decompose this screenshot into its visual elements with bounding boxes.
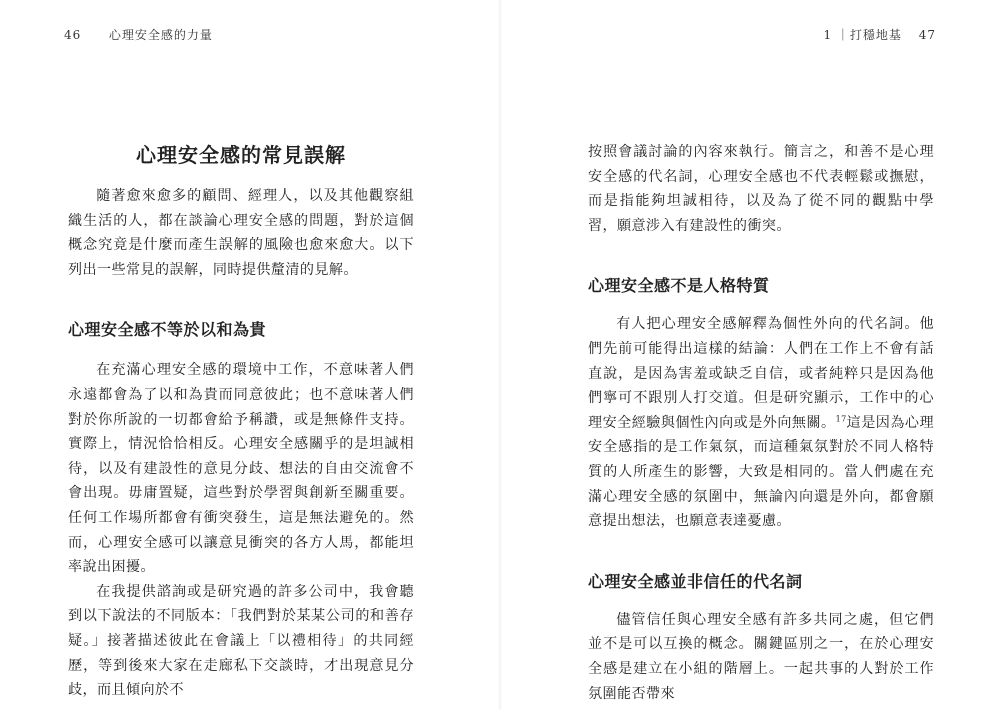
right-page-body [588,140,934,706]
right-running-header [823,26,936,43]
right-chapter-label: 1 ｜打穩地基 [823,28,902,42]
left-running-title: 心理安全感的力量 [108,28,213,42]
intro-paragraph: 隨著愈來愈多的顧問、經理人，以及其他觀察組織生活的人，都在談論心理安全感的問題，對於這個概念究竟是什麼而產生誤解的風險也愈來愈大。以下列出一些常見的誤解，同時提供釐清的見解。 [68,188,414,278]
left-running-header [64,26,213,43]
left-page-number: 46 [64,28,82,42]
heading-not-personality: 心理安全感不是人格特質 [588,276,770,296]
paragraph-personality [588,312,934,533]
heading-not-harmony: 心理安全感不等於以和為貴 [68,320,267,340]
paragraph-trust: 儘管信任與心理安全感有許多共同之處，但它們並不是可以互換的概念。關鍵區別之一，在於心理安全感是建立在小組的階層上。一起共事的人對於工作氛圍能否帶來 [588,611,934,702]
paragraph-harmony-1: 在充滿心理安全感的環境中工作，不意味著人們永遠都會為了以和為貴而同意彼此；也不意味著人們對於你所說的一切都會給予稱讚，或是無條件支持。實際上，情況恰恰相反。心理安全感關乎的是坦誠相待，以及有建設性的意見分歧、想法的自由交流會不會出現。毋庸置疑，這些對於學習與創新至關重要。任何工作場所都會有衝突發生，這是無法避免的。然而，心理安全感可以讓意見衝突的各方人馬，都能坦率說出困擾。 [68,362,414,576]
book-gutter [498,0,502,710]
paragraph-personality-part1: 有人把心理安全感解釋為個性外向的代名詞。他們先前可能得出這樣的結論：人們在工作上不會有話直說，是因為害羞或缺乏自信，或者純粹只是因為他們寧可不跟別人打交道。但是研究顯示，工作中的心理安全經驗與個性內向或是外向無關。 [588,316,934,431]
right-page-number: 47 [918,28,936,42]
paragraph-harmony-2: 在我提供諮詢或是研究過的許多公司中，我會聽到以下說法的不同版本：「我們對於某某公司的和善存疑。」接著描述彼此在會議上「以禮相待」的共同經歷，等到後來大家在走廊私下交談時，才出現意見分歧，而且傾向於不 [68,583,414,699]
paragraph-continued: 按照會議討論的內容來執行。簡言之，和善不是心理安全感的代名詞，心理安全感也不代表輕鬆或撫慰，而是指能夠坦誠相待，以及為了從不同的觀點中學習，願意涉入有建設性的衝突。 [588,144,934,234]
footnote-reference: 17 [835,414,847,424]
heading-not-trust: 心理安全感並非信任的代名詞 [588,571,803,591]
left-page-body [68,140,414,703]
paragraph-personality-part2: 這是因為心理安全感指的是工作氣氛，而這種氣氛對於不同人格特質的人所產生的影響，大致是相同的。當人們處在充滿心理安全感的氛圍中，無論內向還是外向，都會願意提出想法，也願意表達憂慮。 [588,414,934,530]
section-title: 心理安全感的常見誤解 [136,143,346,167]
